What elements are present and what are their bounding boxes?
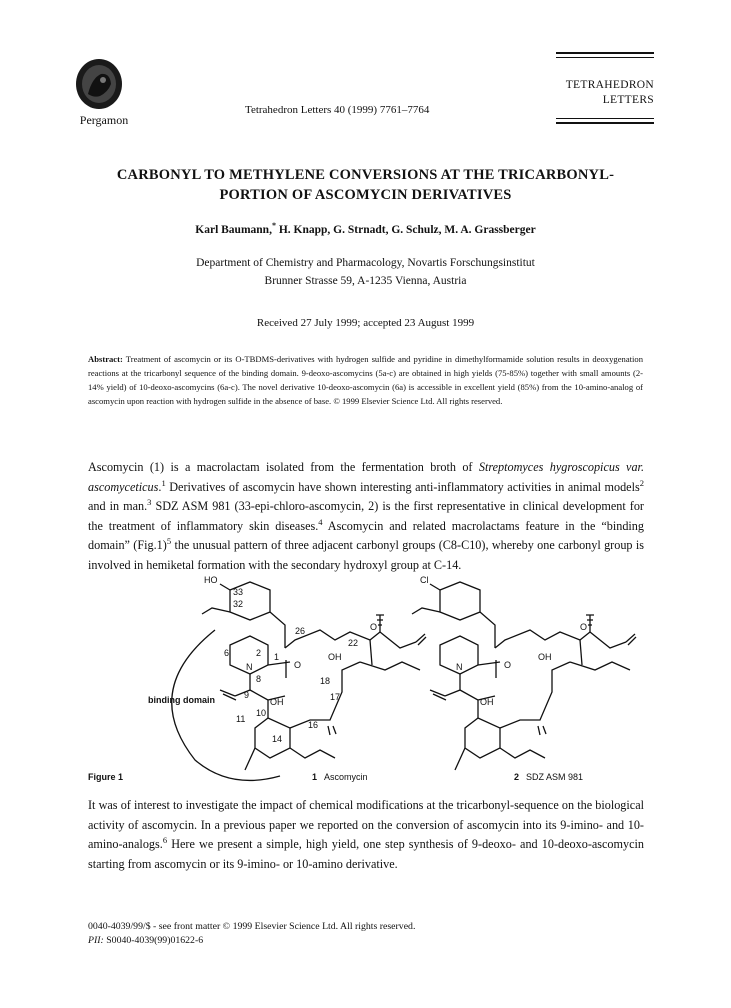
compound-1-name: Ascomycin: [324, 772, 368, 782]
reference-mark: 3: [147, 497, 152, 508]
affiliation: [100, 254, 631, 290]
text-run: SDZ ASM 981 (33-epi-chloro-ascomycin, 2) is the first representative in clinical development for the treatment of inflammatory skin diseases.: [88, 499, 644, 533]
text-run: Ascomycin and related macrolactams feature in the “binding domain” (Fig.1): [88, 518, 644, 553]
paper-title: [100, 165, 631, 205]
reference-mark: 1: [161, 477, 166, 488]
pii-value: S0040-4039(99)01622-6: [103, 935, 204, 946]
reference-mark: 5: [166, 536, 172, 547]
header-rule: [556, 122, 654, 124]
atom-label-n: N: [456, 662, 463, 672]
atom-label-o: O: [504, 660, 512, 670]
journal-name-line2: LETTERS: [602, 94, 654, 106]
figure-1-structures: [80, 570, 660, 785]
carbon-number: 2: [256, 648, 262, 658]
atom-label-o: O: [294, 660, 302, 670]
footer: [88, 920, 548, 948]
text-run: .: [158, 479, 162, 494]
journal-reference: Tetrahedron Letters 40 (1999) 7761–7764: [245, 104, 430, 116]
text-run: Derivatives of ascomycin have shown interesting anti-inflammatory activities in animal models: [165, 479, 640, 494]
carbon-number: 8: [256, 674, 262, 684]
author-list: [100, 221, 631, 236]
carbon-number: 14: [272, 734, 283, 744]
text-run: the unusual pattern of three adjacent carbonyl groups (C8-C10), whereby one carbonyl group is involved in hemiketal formation with the secondary hydroxyl group at C-14.: [88, 538, 644, 572]
reference-mark: 2: [639, 477, 644, 488]
carbon-number: 26: [295, 626, 306, 636]
species-name: Streptomyces hygroscopicus var. ascomyceticus: [88, 460, 644, 494]
abstract: [88, 352, 643, 408]
journal-name: [556, 78, 654, 108]
text-run: and in man.: [88, 499, 148, 514]
publisher-logo-icon: [74, 58, 124, 112]
title-line1: CARBONYL TO METHYLENE CONVERSIONS AT THE TRICARBONYL-: [116, 167, 615, 183]
compound-2-number: 2: [514, 772, 520, 782]
structure-atom-labels: [204, 575, 587, 744]
header-rule: [556, 52, 654, 54]
carbon-number: 9: [244, 690, 250, 700]
carbon-number: 18: [320, 676, 331, 686]
body-paragraph-1: [88, 458, 644, 576]
text-run: It was of interest to investigate the impact of chemical modifications at the tricarbonyl-sequence on the biological activity of ascomycin. In a previous paper we reported on the conversion of ascomycin into its 9-imino- and 10-amino-analogs.: [88, 798, 644, 852]
carbon-number: 10: [256, 708, 267, 718]
atom-label-cl: Cl: [420, 575, 429, 585]
atom-label-ho: HO: [204, 575, 218, 585]
title-line2: PORTION OF ASCOMYCIN DERIVATIVES: [219, 187, 512, 203]
ascomycin-structure: [172, 582, 426, 780]
header-rule: [556, 57, 654, 58]
text-run: Here we present a simple, high yield, one step synthesis of 9-deoxo- and 10-deoxo-ascomycin starting from ascomycin or its 9-imino- or 10-amino derivative.: [88, 837, 644, 871]
sdz-asm-981-structure: [412, 582, 636, 770]
affiliation-line2: Brunner Strasse 59, A-1235 Vienna, Austria: [264, 275, 467, 287]
abstract-text: Treatment of ascomycin or its O-TBDMS-derivatives with hydrogen sulfide and pyridine in dimethylformamide solution results in deoxygenation reactions at the tricarbonyl sequence of the binding domain. 9-deoxo-ascomycins (5a-c) are obtained in high yields (75-85%) together with small amounts (2-14% yield) of 10-deoxo-ascomycins (6a-c). The novel derivative 10-deoxo-ascomycin (6a) is accessible in excellent yield (85%) from the 10-amino-analog of ascomycin upon reaction with hydrogen sulfide in the absence of base. © 1999 Elsevier Science Ltd. All rights reserved.: [88, 354, 643, 406]
corresponding-mark: *: [271, 221, 276, 231]
atom-label-o: O: [580, 622, 588, 632]
journal-name-line1: TETRAHEDRON: [565, 79, 654, 91]
text-run: Ascomycin (1) is a macrolactam isolated from the fermentation broth of: [88, 460, 479, 474]
author-rest: H. Knapp, G. Strnadt, G. Schulz, M. A. Grassberger: [275, 224, 536, 236]
footer-pii: [88, 934, 548, 948]
carbon-number: 33: [233, 587, 244, 597]
binding-domain-label: binding domain: [148, 695, 215, 705]
carbon-number: 22: [348, 638, 359, 648]
body-paragraph-2: [88, 796, 644, 874]
reference-mark: 6: [162, 835, 168, 846]
header-rule: [556, 118, 654, 119]
carbon-number: 11: [236, 714, 246, 724]
atom-label-oh: OH: [538, 652, 552, 662]
atom-label-oh: OH: [480, 697, 494, 707]
carbon-number: 17: [330, 692, 341, 702]
carbon-number: 6: [224, 648, 230, 658]
author-first: Karl Baumann,: [195, 224, 272, 236]
compound-1-number: 1: [312, 772, 318, 782]
carbon-number: 16: [308, 720, 319, 730]
affiliation-line1: Department of Chemistry and Pharmacology, Novartis Forschungsinstitut: [196, 257, 535, 269]
received-dates: Received 27 July 1999; accepted 23 August 1999: [256, 317, 475, 329]
carbon-number: 1: [274, 652, 280, 662]
publisher-name: Pergamon: [79, 113, 129, 127]
atom-label-oh: OH: [328, 652, 342, 662]
atom-label-n: N: [246, 662, 253, 672]
carbon-number: 32: [233, 599, 244, 609]
reference-mark: 4: [318, 516, 323, 527]
atom-label-o: O: [370, 622, 378, 632]
abstract-label: Abstract:: [88, 354, 123, 364]
figure-caption: Figure 1: [88, 772, 124, 782]
footer-copyright: 0040-4039/99/$ - see front matter © 1999 Elsevier Science Ltd. All rights reserved.: [88, 921, 416, 932]
atom-label-oh: OH: [270, 697, 284, 707]
compound-2-name: SDZ ASM 981: [526, 772, 584, 782]
pii-label: PII:: [88, 935, 104, 946]
